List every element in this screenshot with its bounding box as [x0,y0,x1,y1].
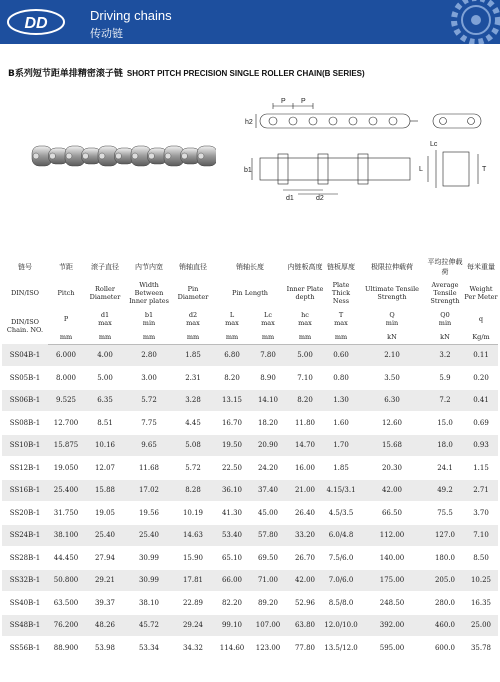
table-row [2,614,498,637]
chain-pin [33,153,39,159]
header-row-units [2,330,498,344]
chain-pin [66,153,72,159]
cell-3-2: 8.51 [84,412,126,435]
cell-3-6: 18.20 [250,412,286,435]
cell-9-0: SS28B-1 [2,547,48,570]
cell-3-8: 1.60 [324,412,358,435]
chain-spec-table [2,256,498,660]
cell-0-3: 2.80 [126,344,172,367]
cell-12-9: 392.00 [358,614,426,637]
cell-11-11: 16.35 [464,592,498,615]
chain-pin [132,153,138,159]
cell-12-6: 107.00 [250,614,286,637]
limit-5: max [261,319,275,327]
unit-9: kN [426,330,464,344]
label-p2: P [301,98,306,105]
cell-7-4: 10.19 [172,502,214,525]
header-symbol-0 [48,308,84,330]
unit-1: mm [84,330,126,344]
cell-13-8: 13.5/12.0 [324,637,358,660]
cell-4-5: 19.50 [214,434,250,457]
chain-pin [50,153,56,159]
cell-10-2: 29.21 [84,569,126,592]
header-en-5: Pin Length [231,289,268,297]
cell-9-8: 7.5/6.0 [324,547,358,570]
cell-6-2: 15.88 [84,479,126,502]
cell-13-1: 88.900 [48,637,84,660]
limit-4: max [225,319,239,327]
cell-7-10: 75.5 [426,502,464,525]
cell-1-8: 0.80 [324,367,358,390]
header-symbol-8 [358,308,426,330]
header-bar [0,0,500,44]
cell-4-3: 9.65 [126,434,172,457]
table-row [2,569,498,592]
cell-6-9: 42.00 [358,479,426,502]
header-cn-7: 链板厚度 [327,263,355,271]
cell-9-1: 44.450 [48,547,84,570]
cell-6-0: SS16B-1 [2,479,48,502]
cell-8-7: 33.20 [286,524,324,547]
cell-3-9: 12.60 [358,412,426,435]
plate-end-view [433,114,481,128]
header-symbol-2 [126,308,172,330]
cell-0-1: 6.000 [48,344,84,367]
cell-13-0: SS56B-1 [2,637,48,660]
table-row [2,479,498,502]
cell-12-3: 45.72 [126,614,172,637]
cell-8-9: 112.00 [358,524,426,547]
header-symbol-7 [324,308,358,330]
cell-5-0: SS12B-1 [2,457,48,480]
cell-3-10: 15.0 [426,412,464,435]
cell-5-7: 16.00 [286,457,324,480]
cell-2-0: SS06B-1 [2,389,48,412]
cell-8-8: 6.0/4.8 [324,524,358,547]
cell-8-5: 53.40 [214,524,250,547]
cell-4-10: 18.0 [426,434,464,457]
cell-1-10: 5.9 [426,367,464,390]
header-row-cn [2,256,498,278]
cell-7-5: 41.30 [214,502,250,525]
cell-7-2: 19.05 [84,502,126,525]
unit-10: Kg/m [464,330,498,344]
cell-2-11: 0.41 [464,389,498,412]
limit-3: max [186,319,200,327]
svg-text:DD: DD [24,15,48,32]
table-row [2,412,498,435]
cell-11-2: 39.37 [84,592,126,615]
cell-4-0: SS10B-1 [2,434,48,457]
cell-7-3: 19.56 [126,502,172,525]
cell-11-8: 8.5/8.0 [324,592,358,615]
cell-9-7: 26.70 [286,547,324,570]
chain-pin [165,153,171,159]
limit-1: max [98,319,112,327]
cell-4-2: 10.16 [84,434,126,457]
cell-2-9: 6.30 [358,389,426,412]
cell-0-7: 5.00 [286,344,324,367]
chain-pin [182,153,188,159]
cell-4-6: 20.90 [250,434,286,457]
table-row [2,367,498,390]
cell-8-3: 25.40 [126,524,172,547]
cell-11-10: 280.0 [426,592,464,615]
cell-12-1: 76.200 [48,614,84,637]
symbol-6: hc [301,311,309,319]
cell-2-8: 1.30 [324,389,358,412]
cell-2-10: 7.2 [426,389,464,412]
cell-9-3: 30.99 [126,547,172,570]
cell-13-4: 34.32 [172,637,214,660]
cell-9-10: 180.0 [426,547,464,570]
cell-11-7: 52.96 [286,592,324,615]
cell-6-5: 36.10 [214,479,250,502]
cell-8-6: 57.80 [250,524,286,547]
chain-side-view [256,103,418,128]
cell-6-10: 49.2 [426,479,464,502]
unit-5: mm [250,330,286,344]
cell-6-3: 17.02 [126,479,172,502]
cell-7-7: 26.40 [286,502,324,525]
cell-8-1: 38.100 [48,524,84,547]
cell-8-0: SS24B-1 [2,524,48,547]
cell-9-5: 65.10 [214,547,250,570]
cell-7-0: SS20B-1 [2,502,48,525]
cell-2-6: 14.10 [250,389,286,412]
cell-8-4: 14.63 [172,524,214,547]
cell-11-6: 89.20 [250,592,286,615]
symbol-2: b1 [144,311,154,319]
cell-10-4: 17.81 [172,569,214,592]
header-en-9: Average Tensile Strength [430,281,460,305]
cell-11-1: 63.500 [48,592,84,615]
cell-4-1: 15.875 [48,434,84,457]
cell-10-11: 10.25 [464,569,498,592]
cell-1-7: 7.10 [286,367,324,390]
cell-2-1: 9.525 [48,389,84,412]
cell-3-1: 12.700 [48,412,84,435]
cell-13-2: 53.98 [84,637,126,660]
table-row [2,547,498,570]
cell-1-9: 3.50 [358,367,426,390]
symbol-1: d1 [100,311,110,319]
table-row [2,457,498,480]
cell-0-2: 4.00 [84,344,126,367]
unit-8: kN [358,330,426,344]
unit-2: mm [126,330,172,344]
header-en-6: Inner Plate depth [286,285,324,301]
chain-dimension-diagram [238,96,498,206]
cell-6-7: 21.00 [286,479,324,502]
header-symbol-1 [84,308,126,330]
cell-1-6: 8.90 [250,367,286,390]
cell-4-4: 5.08 [172,434,214,457]
section-title-cn: B系列短节距单排精密滚子链 [8,69,123,79]
cell-11-0: SS40B-1 [2,592,48,615]
limit-6: max [298,319,312,327]
header-en-7: Plate Thick Ness [331,281,351,305]
cell-5-6: 24.20 [250,457,286,480]
cell-1-3: 3.00 [126,367,172,390]
header-symbol-6 [286,308,324,330]
pin-length-view [428,150,478,188]
header-en-4: Pin Diameter [177,285,209,301]
header-en-8: Ultimate Tensile Strength [364,285,419,301]
cell-4-11: 0.93 [464,434,498,457]
header-cn-0: 链号 [18,263,32,271]
table-row [2,524,498,547]
cell-10-7: 42.00 [286,569,324,592]
cell-12-4: 29.24 [172,614,214,637]
cell-5-2: 12.07 [84,457,126,480]
header-symbol-4 [214,308,250,330]
cell-11-9: 248.50 [358,592,426,615]
cell-5-11: 1.15 [464,457,498,480]
cell-3-5: 16.70 [214,412,250,435]
cell-6-1: 25.400 [48,479,84,502]
chain-pin [83,153,89,159]
cell-5-5: 22.50 [214,457,250,480]
header-cn-4: 销轴直径 [179,263,207,271]
chain-pin [116,153,122,159]
cell-8-11: 7.10 [464,524,498,547]
cell-11-4: 22.89 [172,592,214,615]
table-row [2,592,498,615]
unit-4: mm [214,330,250,344]
header-symbol-10 [464,308,498,330]
cell-13-10: 600.0 [426,637,464,660]
cell-6-6: 37.40 [250,479,286,502]
symbol-5: Lc [264,311,272,319]
cell-9-11: 8.50 [464,547,498,570]
table-row [2,637,498,660]
cell-1-0: SS05B-1 [2,367,48,390]
cell-0-4: 1.85 [172,344,214,367]
header-cn-9: 平均拉伸载荷 [427,258,463,276]
header-cn-6: 内链板高度 [287,263,323,271]
cell-10-0: SS32B-1 [2,569,48,592]
cell-10-6: 71.00 [250,569,286,592]
cell-7-6: 45.00 [250,502,286,525]
header-en-2: Roller Diameter [89,285,121,301]
symbol-7: T [338,311,344,319]
limit-9: min [438,319,452,327]
cell-1-5: 8.20 [214,367,250,390]
cell-0-10: 3.2 [426,344,464,367]
cell-3-4: 4.45 [172,412,214,435]
symbol-0: P [63,315,69,323]
header-symbol-5 [250,308,286,330]
cell-4-9: 15.68 [358,434,426,457]
cell-11-5: 82.20 [214,592,250,615]
cell-12-2: 48.26 [84,614,126,637]
chain-pin [198,153,204,159]
header-row-symbols [2,308,498,330]
cell-10-10: 205.0 [426,569,464,592]
label-b1: b1 [244,167,252,174]
cell-4-8: 1.70 [324,434,358,457]
cell-12-5: 99.10 [214,614,250,637]
cell-12-11: 25.00 [464,614,498,637]
cell-13-5: 114.60 [214,637,250,660]
label-Lc: Lc [430,141,438,148]
cell-2-3: 5.72 [126,389,172,412]
cell-9-2: 27.94 [84,547,126,570]
table-row [2,389,498,412]
header-cn-10: 每米重量 [467,263,495,271]
label-p1: P [281,98,286,105]
unit-3: mm [172,330,214,344]
header-en-10: Weight Per Meter [464,285,498,301]
cell-6-4: 8.28 [172,479,214,502]
cell-10-3: 30.99 [126,569,172,592]
chain-pin [99,153,105,159]
cell-13-7: 77.80 [286,637,324,660]
cell-0-5: 6.80 [214,344,250,367]
cell-5-3: 11.68 [126,457,172,480]
cell-10-9: 175.00 [358,569,426,592]
unit-6: mm [286,330,324,344]
section-title-en: SHORT PITCH PRECISION SINGLE ROLLER CHAIN(B SERIES) [126,69,365,78]
cell-10-8: 7.0/6.0 [324,569,358,592]
label-L: L [419,166,423,173]
header-en-3: Width Between Inner plates [129,281,169,305]
header-en-0: DIN/ISO [10,289,39,297]
cell-1-2: 5.00 [84,367,126,390]
symbol-3: d2 [188,311,198,319]
header-cn-8: 极限拉伸载荷 [371,263,413,271]
cell-12-8: 12.0/10.0 [324,614,358,637]
cell-13-6: 123.00 [250,637,286,660]
limit-8: min [385,319,399,327]
cell-3-3: 7.75 [126,412,172,435]
cell-0-0: SS04B-1 [2,344,48,367]
cell-5-1: 19.050 [48,457,84,480]
header-symbol-9 [426,308,464,330]
label-h2: h2 [245,119,253,126]
section-title [8,66,365,79]
cell-13-9: 595.00 [358,637,426,660]
cell-13-3: 53.34 [126,637,172,660]
cell-13-11: 35.78 [464,637,498,660]
brand-title-en: Driving chains [90,8,172,23]
cell-7-9: 66.50 [358,502,426,525]
cell-3-11: 0.69 [464,412,498,435]
cell-6-11: 2.71 [464,479,498,502]
chain-photo [28,138,216,178]
header-en-1: Pitch [57,289,75,297]
label-d1: d1 [286,195,294,202]
cell-2-2: 6.35 [84,389,126,412]
cell-4-7: 14.70 [286,434,324,457]
unit-7: mm [324,330,358,344]
symbol-9: Q0 [440,311,450,319]
cell-5-9: 20.30 [358,457,426,480]
cell-12-7: 63.80 [286,614,324,637]
table-body [2,344,498,659]
cell-0-9: 2.10 [358,344,426,367]
label-d2: d2 [316,195,324,202]
table-row [2,502,498,525]
header-cn-2: 滚子直径 [91,263,119,271]
cell-10-1: 50.800 [48,569,84,592]
label-T: T [482,166,487,173]
cell-5-4: 5.72 [172,457,214,480]
header-cn-5: 销轴长度 [236,263,264,271]
cell-10-5: 66.00 [214,569,250,592]
cell-3-0: SS08B-1 [2,412,48,435]
cell-12-10: 460.0 [426,614,464,637]
cell-5-10: 24.1 [426,457,464,480]
cell-6-8: 4.15/3.1 [324,479,358,502]
cell-0-8: 0.60 [324,344,358,367]
cell-2-4: 3.28 [172,389,214,412]
limit-2: min [142,319,156,327]
limit-7: max [334,319,348,327]
cell-9-9: 140.00 [358,547,426,570]
cell-1-11: 0.20 [464,367,498,390]
cell-12-0: SS48B-1 [2,614,48,637]
table-row [2,344,498,367]
cell-7-11: 3.70 [464,502,498,525]
header-chain-no: DIN/ISO Chain. NO. [6,318,44,334]
cell-8-2: 25.40 [84,524,126,547]
header-symbol-3 [172,308,214,330]
cell-0-11: 0.11 [464,344,498,367]
cell-1-4: 2.31 [172,367,214,390]
cell-2-7: 8.20 [286,389,324,412]
table-row [2,434,498,457]
symbol-10: q [478,315,484,323]
header-cn-3: 内节内宽 [135,263,163,271]
cell-9-4: 15.90 [172,547,214,570]
cell-1-1: 8.000 [48,367,84,390]
cell-2-5: 13.15 [214,389,250,412]
gear-icon [446,0,500,44]
chain-pin [149,153,155,159]
cell-0-6: 7.80 [250,344,286,367]
cell-11-3: 38.10 [126,592,172,615]
cell-7-8: 4.5/3.5 [324,502,358,525]
header-cn-1: 节距 [59,263,73,271]
unit-0: mm [48,330,84,344]
header-row-en [2,278,498,308]
chain-top-view [252,154,410,194]
cell-5-8: 1.85 [324,457,358,480]
cell-8-10: 127.0 [426,524,464,547]
company-logo [6,8,66,36]
symbol-8: Q [389,311,395,319]
symbol-4: L [229,311,235,319]
cell-9-6: 69.50 [250,547,286,570]
cell-7-1: 31.750 [48,502,84,525]
cell-3-7: 11.80 [286,412,324,435]
brand-title-cn: 传动链 [90,27,123,40]
